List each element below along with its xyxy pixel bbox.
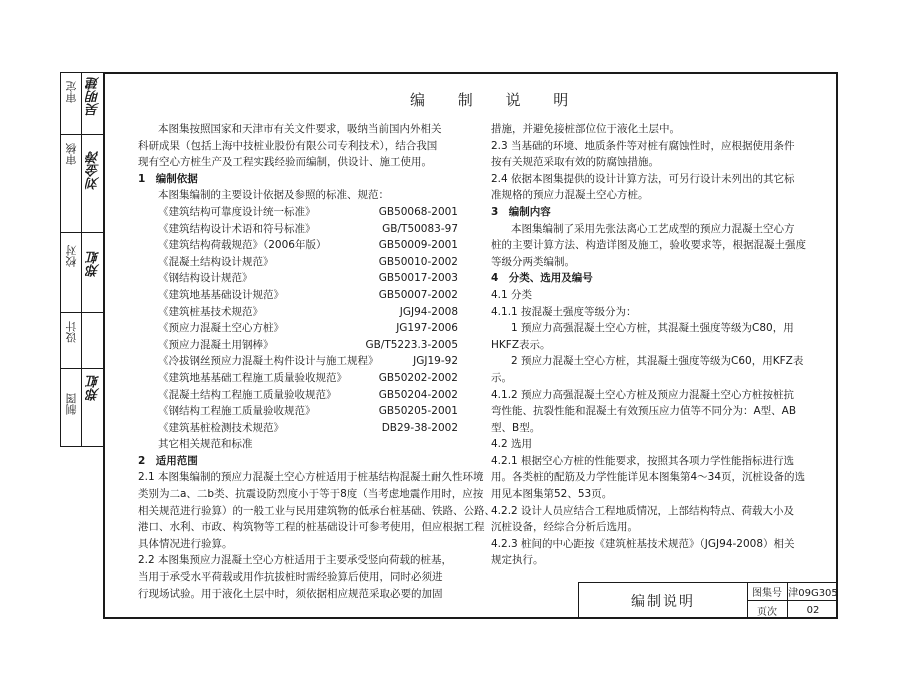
text-line: 4.1.1 按混凝土强度等级分为： bbox=[491, 305, 637, 318]
text-line: 2.3 当基础的环境、地质条件等对桩有腐蚀性时，应根据使用条件 bbox=[491, 139, 795, 152]
standard-row bbox=[138, 270, 458, 287]
signature-approve: 吴明建 bbox=[87, 77, 102, 116]
text-line: 具体情况进行验算。 bbox=[138, 537, 233, 550]
right-column bbox=[491, 121, 811, 569]
section-heading: 1 编制依据 bbox=[138, 172, 198, 185]
standard-name: 《冷拔钢丝预应力混凝土构件设计与施工规程》 bbox=[158, 355, 379, 368]
text-line: 本图集按照国家和天津市有关文件要求，吸纳当前国内外相关 bbox=[158, 123, 442, 135]
atlas-number-value: 津09G305 bbox=[788, 588, 838, 599]
standard-name: 《预应力混凝土用钢棒》 bbox=[158, 338, 274, 351]
text-line: 本图集编制了采用先张法离心工艺成型的预应力混凝土空心方 bbox=[511, 222, 795, 235]
standard-row bbox=[138, 337, 458, 354]
standard-row bbox=[138, 420, 458, 437]
standard-name: 《建筑结构荷载规范》（2006年版） bbox=[158, 239, 327, 252]
standard-name: 《建筑地基基础工程施工质量验收规范》 bbox=[158, 371, 347, 384]
text-line: 4.1.2 预应力高强混凝土空心方桩及预应力混凝土空心方桩按桩抗 bbox=[491, 388, 795, 401]
text-line: 行现场试验。用于液化土层中时，须依据相应规范采取必要的加固 bbox=[138, 587, 443, 600]
standard-code: GB50205-2001 bbox=[378, 405, 458, 418]
signature-design: 郑虹 bbox=[87, 375, 102, 401]
standard-code: GB50007-2002 bbox=[378, 288, 458, 301]
standard-row bbox=[138, 221, 458, 238]
text-line: 4.1 分类 bbox=[491, 288, 533, 301]
text-line: 4.2.2 设计人员应结合工程地质情况，上部结构特点、荷载大小及 bbox=[491, 504, 795, 517]
standard-name: 《钢结构设计规范》 bbox=[158, 272, 253, 285]
standard-row bbox=[138, 204, 458, 221]
text-line: 其它相关规范和标准 bbox=[158, 438, 253, 451]
standard-name: 《建筑桩基技术规范》 bbox=[158, 305, 263, 318]
standard-name: 《建筑地基基础设计规范》 bbox=[158, 288, 284, 301]
title-block-atlas-row bbox=[747, 583, 838, 601]
page-number-value: 02 bbox=[806, 604, 820, 616]
text-line: 用。各类桩的配筋及力学性能详见本图集第4～34页，沉桩设备的选 bbox=[491, 471, 806, 484]
sign-label-review: 审核 bbox=[65, 143, 78, 165]
standard-name: 《钢结构工程施工质量验收规范》 bbox=[158, 405, 316, 418]
text-line: 等级分两类编制。 bbox=[491, 255, 575, 268]
text-line: 沉桩设备，经综合分析后选用。 bbox=[491, 521, 638, 534]
text-line: 示。 bbox=[491, 371, 512, 384]
standard-code: GB50010-2002 bbox=[378, 255, 458, 268]
standard-row bbox=[138, 287, 458, 304]
standard-name: 《预应力混凝土空心方桩》 bbox=[158, 322, 284, 335]
standard-code: JGJ19-92 bbox=[413, 355, 458, 368]
standard-name: 《建筑结构可靠度设计统一标准》 bbox=[158, 205, 316, 218]
text-line: 规定执行。 bbox=[491, 554, 544, 567]
sign-label-draw: 制图 bbox=[65, 393, 78, 415]
title-block-name: 编制说明 bbox=[579, 583, 748, 619]
text-line: 相关规范进行验算）的一般工业与民用建筑物的低承台桩基础、铁路、公路、 bbox=[138, 504, 495, 517]
text-line: HKFZ表示。 bbox=[491, 338, 551, 351]
section-heading: 3 编制内容 bbox=[491, 205, 551, 218]
text-line: 型、B型。 bbox=[491, 421, 541, 434]
standard-row bbox=[138, 254, 458, 271]
standard-code: GB50068-2001 bbox=[378, 205, 458, 218]
standard-row bbox=[138, 237, 458, 254]
text-line: 桩的主要计算方法、构造详图及施工，验收要求等，根据混凝土强度 bbox=[491, 239, 806, 252]
standard-code: JG197-2006 bbox=[396, 322, 458, 335]
title-block-page-row bbox=[747, 601, 838, 619]
text-line: 1 预应力高强混凝土空心方桩，其混凝土强度等级为C80，用 bbox=[511, 322, 794, 335]
text-line: 当用于承受水平荷载或用作抗拔桩时需经验算后使用，同时必须进 bbox=[138, 571, 443, 584]
title-block bbox=[578, 582, 838, 619]
standard-row bbox=[138, 353, 458, 370]
text-line: 4.2.1 根据空心方桩的性能要求，按照其各项力学性能指标进行选 bbox=[491, 454, 795, 467]
signature-review: 刘金涛 bbox=[87, 151, 102, 190]
text-line: 2.2 本图集预应力混凝土空心方桩适用于主要承受竖向荷载的桩基， bbox=[138, 554, 453, 567]
text-line: 用见本图集第52、53页。 bbox=[491, 488, 613, 501]
standard-code: GB50204-2002 bbox=[378, 388, 458, 401]
standard-code: JGJ94-2008 bbox=[399, 305, 458, 318]
text-line: 4.2.3 桩间的中心距按《建筑桩基技术规范》（JGJ94-2008）相关 bbox=[491, 537, 795, 550]
standard-name: 《混凝土结构设计规范》 bbox=[158, 255, 274, 268]
sign-label-approve: 审定 bbox=[65, 81, 78, 103]
standard-row bbox=[138, 304, 458, 321]
text-line: 现有空心方桩生产及工程实践经验而编制，供设计、施工使用。 bbox=[138, 156, 432, 169]
standard-code: GB50202-2002 bbox=[378, 371, 458, 384]
text-line: 港口、水利、市政、构筑物等工程的桩基础设计可参考使用，但应根据工程 bbox=[138, 521, 485, 534]
section-heading: 4 分类、选用及编号 bbox=[491, 272, 593, 285]
page-title: 编 制 说 明 bbox=[410, 91, 583, 109]
standard-code: GB/T5223.3-2005 bbox=[365, 338, 458, 351]
standard-name: 《混凝土结构工程施工质量验收规范》 bbox=[158, 388, 337, 401]
standard-name: 《建筑结构设计术语和符号标准》 bbox=[158, 222, 316, 235]
standard-row bbox=[138, 370, 458, 387]
standard-code: GB50017-2003 bbox=[378, 272, 458, 285]
page-number-label: 页次 bbox=[747, 601, 788, 619]
standard-code: GB/T50083-97 bbox=[382, 222, 458, 235]
text-line: 本图集编制的主要设计依据及参照的标准、规范： bbox=[158, 189, 389, 202]
text-line: 准规格的预应力混凝土空心方桩。 bbox=[491, 189, 649, 202]
sign-label-check: 校对 bbox=[65, 245, 78, 267]
text-line: 2.4 依据本图集提供的设计计算方法，可另行设计未列出的其它标 bbox=[491, 172, 795, 185]
text-line: 措施，并避免接桩部位位于液化土层中。 bbox=[491, 123, 680, 135]
standard-code: DB29-38-2002 bbox=[381, 421, 458, 434]
sign-strip bbox=[60, 72, 104, 447]
text-line: 类别为二a、二b类、抗震设防烈度小于等于8度（当考虑地震作用时，应按 bbox=[138, 488, 484, 501]
left-column bbox=[138, 121, 495, 602]
text-line: 按有关规范采取有效的防腐蚀措施。 bbox=[491, 156, 659, 169]
text-line: 4.2 选用 bbox=[491, 438, 533, 451]
signature-check: 郑虹 bbox=[87, 251, 102, 277]
standard-name: 《建筑基桩检测技术规范》 bbox=[158, 421, 284, 434]
atlas-number-label: 图集号 bbox=[747, 583, 788, 600]
text-line: 2.1 本图集编制的预应力混凝土空心方桩适用于桩基结构混凝土耐久性环境 bbox=[138, 471, 484, 484]
standard-row bbox=[138, 320, 458, 337]
standard-row bbox=[138, 403, 458, 420]
standard-code: GB50009-2001 bbox=[378, 239, 458, 252]
text-line: 科研成果（包括上海中技桩业股份有限公司专利技术），结合我国 bbox=[138, 139, 438, 152]
section-heading: 2 适用范围 bbox=[138, 454, 198, 467]
text-line: 弯性能、抗裂性能和混凝土有效预压应力值等不同分为：A型、AB bbox=[491, 405, 797, 418]
standard-row bbox=[138, 387, 458, 404]
text-line: 2 预应力混凝土空心方桩，其混凝土强度等级为C60，用KFZ表 bbox=[511, 355, 804, 368]
sign-label-design: 设计 bbox=[65, 321, 78, 343]
